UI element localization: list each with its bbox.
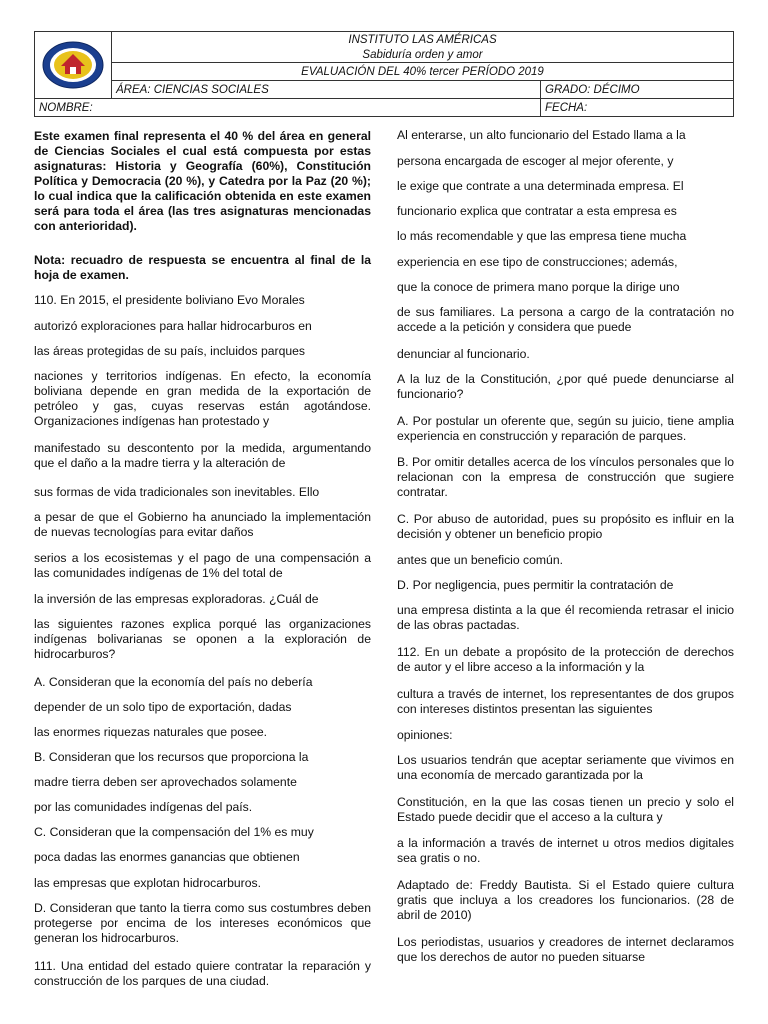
- answer-note: Nota: recuadro de respuesta se encuentra al final de la hoja de examen.: [34, 253, 371, 282]
- exam-intro: Este examen final representa el 40 % del área en general de Ciencias Sociales el cual está compuesta por estas asignaturas: Historia y Geografía (60%), Constitución Política y Democracia (20 %), y Catedra por la Paz (20 %); lo cual indica que la calificación obtenida en este examen será para toda el área (las tres asignaturas mencionadas con anterioridad).: [34, 129, 371, 233]
- date-field[interactable]: FECHA:: [541, 99, 734, 117]
- option-111-d[interactable]: D. Por negligencia, pues permitir la contratación de: [397, 578, 674, 592]
- exam-title: EVALUACIÓN DEL 40% tercer PERÍODO 2019: [112, 63, 734, 81]
- option-110-a[interactable]: A. Consideran que la economía del país no debería: [34, 675, 313, 689]
- grade-field: GRADO: DÉCIMO: [541, 81, 734, 99]
- question-111-line: que la conoce de primera mano porque la dirige uno: [397, 280, 680, 294]
- question-111-line: denunciar al funcionario.: [397, 347, 530, 361]
- question-110-line: autorizó exploraciones para hallar hidrocarburos en: [34, 319, 312, 333]
- question-110-paragraph: naciones y territorios indígenas. En efecto, la economía boliviana depende en gran medida de la exportación de petróleo y gas, cuyas reservas están agotándose. Organizaciones indígenas han protestado y: [34, 369, 371, 428]
- student-name-field[interactable]: NOMBRE:: [35, 99, 541, 117]
- school-logo-cell: [35, 32, 112, 99]
- question-111-line: persona encargada de escoger al mejor oferente, y: [397, 154, 674, 168]
- question-110-line: 110. En 2015, el presidente boliviano Evo Morales: [34, 293, 305, 307]
- option-111-d-line: una empresa distinta a la que él recomienda retrasar el inicio de las obras pactadas.: [397, 603, 734, 632]
- option-110-c-line: poca dadas las enormes ganancias que obtienen: [34, 850, 300, 864]
- citation: Adaptado de: Freddy Bautista. Si el Estado quiere cultura gratis que incluya a los creadores los funcionarios. (28 de abril de 2010): [397, 878, 734, 922]
- school-seal-icon: [41, 40, 105, 90]
- question-111-line: lo más recomendable y que las empresa tiene mucha: [397, 229, 687, 243]
- question-110-line: la inversión de las empresas exploradoras. ¿Cuál de: [34, 592, 319, 606]
- question-111-line: experiencia en ese tipo de construcciones; además,: [397, 255, 678, 269]
- question-111-paragraph: de sus familiares. La persona a cargo de la contratación no accede a la petición y considera que puede: [397, 305, 734, 334]
- option-111-a[interactable]: A. Por postular un oferente que, según su juicio, tiene amplia experiencia en construcción y reparación de parques.: [397, 414, 734, 443]
- question-111-intro: 111. Una entidad del estado quiere contratar la reparación y construcción de los parques de una ciudad.: [34, 959, 371, 988]
- question-110-paragraph: manifestado su descontento por la medida, argumentando que el daño a la madre tierra y la alteración de: [34, 441, 371, 470]
- school-motto: Sabiduría orden y amor: [362, 49, 483, 61]
- question-112-line: opiniones:: [397, 728, 453, 742]
- question-112-paragraph: cultura a través de internet, los representantes de dos grupos con intereses distintos presentan las siguientes: [397, 687, 734, 716]
- option-110-a-line: depender de un solo tipo de exportación, dadas: [34, 700, 292, 714]
- area-field: ÁREA: CIENCIAS SOCIALES: [112, 81, 541, 99]
- question-110-paragraph: a pesar de que el Gobierno ha anunciado la implementación de nuevas tecnologías para evitar daños: [34, 510, 371, 539]
- question-111-line: le exige que contrate a una determinada empresa. El: [397, 179, 684, 193]
- opinion-paragraph: Constitución, en la que las cosas tienen un precio y solo el Estado puede decidir que el acceso a la cultura y: [397, 795, 734, 824]
- question-110-prompt: las siguientes razones explica porqué las organizaciones indígenas bolivarianas se oponen a la exploración de hidrocarburos?: [34, 617, 371, 661]
- option-110-b[interactable]: B. Consideran que los recursos que proporciona la: [34, 750, 309, 764]
- option-110-a-line: las enormes riquezas naturales que posee.: [34, 725, 268, 739]
- option-110-c-line: las empresas que explotan hidrocarburos.: [34, 876, 261, 890]
- exam-header-table: [34, 31, 734, 117]
- question-110-paragraph: serios a los ecosistemas y el pago de una compensación a las comunidades indígenas de 1% del total de: [34, 551, 371, 580]
- option-111-c-line: antes que un beneficio común.: [397, 553, 564, 567]
- question-111-prompt: A la luz de la Constitución, ¿por qué puede denunciarse al funcionario?: [397, 372, 734, 401]
- option-110-d[interactable]: D. Consideran que tanto la tierra como sus costumbres deben protegerse por encima de los intereses económicos que generan los hidrocarburos.: [34, 901, 371, 945]
- option-110-b-line: madre tierra deben ser aprovechados solamente: [34, 775, 297, 789]
- question-110-line: las áreas protegidas de su país, incluidos parques: [34, 344, 305, 358]
- opinion-paragraph: Los periodistas, usuarios y creadores de internet declaramos que los derechos de autor no pueden situarse: [397, 935, 734, 964]
- opinion-paragraph: a la información a través de internet u otros medios digitales sea gratis o no.: [397, 836, 734, 865]
- question-112-intro: 112. En un debate a propósito de la protección de derechos de autor y el libre acceso a la información y la: [397, 645, 734, 674]
- institution-title: [112, 32, 734, 63]
- question-111-line: funcionario explica que contratar a esta empresa es: [397, 204, 677, 218]
- question-111-line: Al enterarse, un alto funcionario del Estado llama a la: [397, 128, 686, 142]
- option-111-c[interactable]: C. Por abuso de autoridad, pues su propósito es influir en la decisión y obtener un beneficio propio: [397, 512, 734, 541]
- opinion-paragraph: Los usuarios tendrán que aceptar seriamente que vivimos en una economía de mercado garantizada por la: [397, 753, 734, 782]
- institution-name: INSTITUTO LAS AMÉRICAS: [348, 34, 497, 46]
- question-110-line: sus formas de vida tradicionales son inevitables. Ello: [34, 485, 320, 499]
- option-110-b-line: por las comunidades indígenas del país.: [34, 800, 253, 814]
- option-110-c[interactable]: C. Consideran que la compensación del 1% es muy: [34, 825, 314, 839]
- option-111-b[interactable]: B. Por omitir detalles acerca de los vínculos personales que lo relacionan con la empresa de construcción que sugiere contratar.: [397, 455, 734, 499]
